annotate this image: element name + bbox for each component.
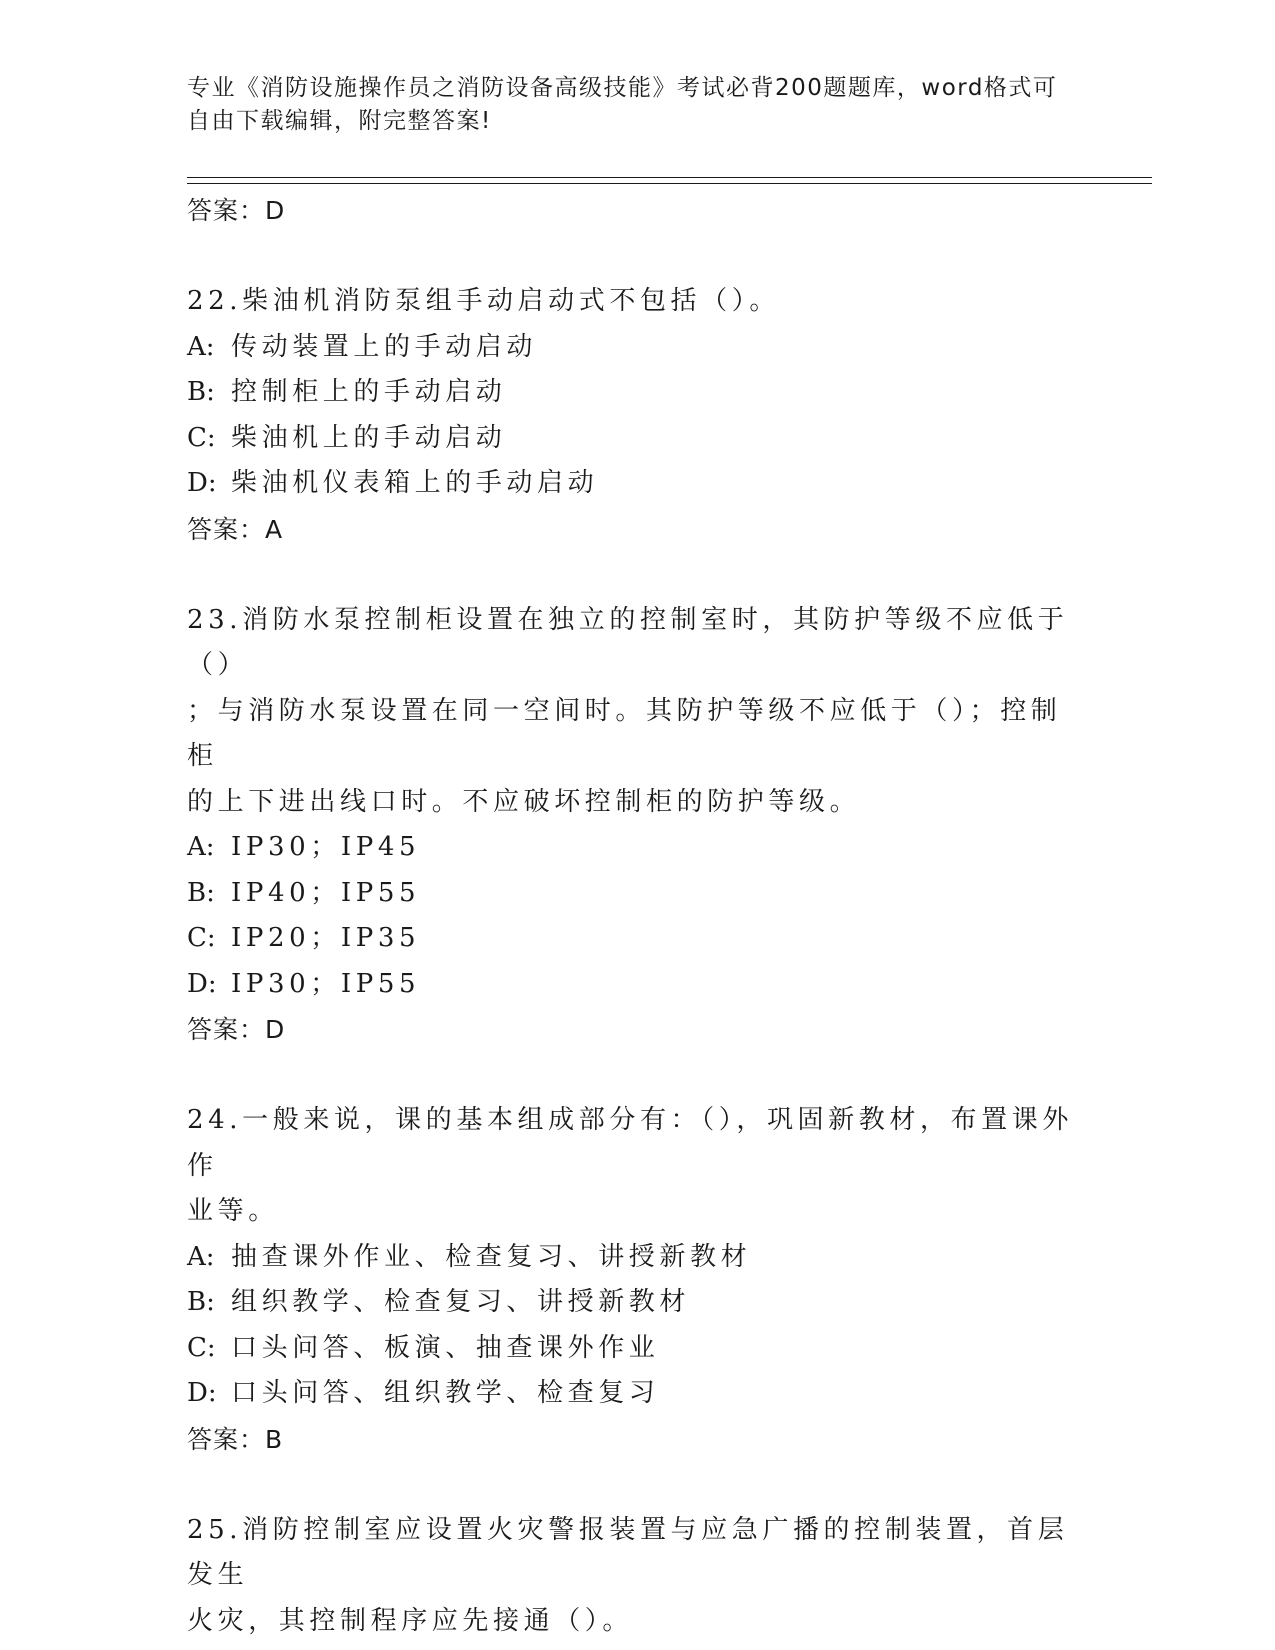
header-divider-bottom [187, 183, 1152, 184]
answer-label: 答案：B [187, 1424, 284, 1454]
option-key: D: [187, 468, 217, 498]
question-line: 23.消防水泵控制柜设置在独立的控制室时，其防护等级不应低于（） [187, 604, 1069, 680]
header-divider-top [187, 177, 1152, 178]
option-text: 组织教学、检查复习、讲授新教材 [231, 1287, 691, 1317]
option-d [187, 1371, 1087, 1417]
question-line: ；与消防水泵设置在同一空间时。其防护等级不应低于（）；控制柜 [187, 695, 1062, 771]
question-line: 24.一般来说，课的基本组成部分有：（），巩固新教材，布置课外作 [187, 1105, 1073, 1181]
option-key: B: [187, 1287, 215, 1317]
option-c [187, 416, 1087, 462]
question-22 [187, 279, 1087, 552]
header-line-2: 自由下载编辑，附完整答案! [187, 108, 492, 134]
option-a [187, 825, 1087, 871]
option-key: C: [187, 422, 216, 453]
previous-answer: 答案：D [187, 196, 286, 225]
option-key: A: [187, 1241, 215, 1272]
question-line: 22.柴油机消防泵组手动启动式不包括（）。 [187, 286, 780, 316]
option-text: 口头问答、板演、抽查课外作业 [231, 1332, 660, 1363]
option-d [187, 962, 1087, 1008]
option-key: D: [187, 968, 217, 999]
option-text: 柴油机仪表箱上的手动启动 [231, 468, 599, 498]
answer-label: 答案：D [187, 1015, 286, 1044]
option-b [187, 370, 1087, 416]
option-key: B: [187, 377, 215, 407]
question-25 [187, 1508, 1087, 1645]
question-text [187, 1098, 1087, 1235]
option-c [187, 1326, 1087, 1372]
option-key: B: [187, 877, 215, 908]
option-a [187, 1235, 1087, 1281]
option-text: IP40；IP55 [231, 877, 421, 908]
document-header [187, 72, 1067, 138]
option-d [187, 461, 1087, 507]
question-text [187, 1508, 1087, 1645]
option-key: C: [187, 923, 216, 953]
question-line: 25.消防控制室应设置火灾警报装置与应急广播的控制装置，首层发生 [187, 1514, 1069, 1590]
option-text: IP30；IP55 [231, 968, 421, 999]
option-b [187, 1280, 1087, 1326]
question-24 [187, 1098, 1087, 1462]
option-key: C: [187, 1332, 216, 1363]
option-text: IP20；IP35 [231, 923, 421, 953]
option-c [187, 916, 1087, 962]
option-key: D: [187, 1378, 217, 1408]
question-text [187, 279, 1087, 325]
question-23 [187, 598, 1087, 1053]
question-line: 火灾，其控制程序应先接通（）。 [187, 1605, 634, 1636]
option-key: A: [187, 832, 215, 862]
question-line: 的上下进出线口时。不应破坏控制柜的防护等级。 [187, 786, 861, 817]
option-b [187, 871, 1087, 917]
question-list [187, 188, 1087, 1644]
option-text: 口头问答、组织教学、检查复习 [231, 1378, 660, 1408]
header-line-1: 专业《消防设施操作员之消防设备高级技能》考试必背200题题库，word格式可 [187, 75, 1058, 101]
option-text: 传动装置上的手动启动 [231, 331, 538, 362]
answer-label: 答案：A [187, 514, 284, 544]
option-text: 控制柜上的手动启动 [231, 377, 507, 407]
option-text: 抽查课外作业、检查复习、讲授新教材 [231, 1241, 752, 1272]
question-text [187, 598, 1087, 826]
option-text: IP30；IP45 [231, 832, 421, 862]
question-line: 业等。 [187, 1196, 279, 1226]
option-text: 柴油机上的手动启动 [231, 422, 507, 453]
option-key: A: [187, 331, 215, 362]
option-a [187, 325, 1087, 371]
